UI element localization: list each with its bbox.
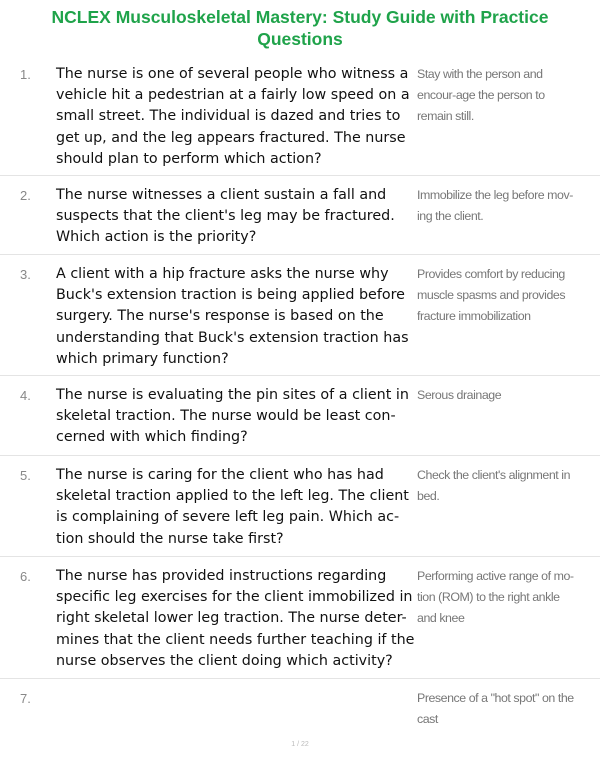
question-text: A client with a hip fracture asks the nurse why Buck's extension traction is being applied before surgery. The nurse's response is based on the understanding that Buck's extension traction has which primary function? [56,266,409,367]
page-number: 1 / 22 [291,741,309,748]
answer-text: Performing active range of mo-tion (ROM) to the right ankle and knee [417,569,574,626]
divider [0,175,600,176]
item-number: 6. [20,569,31,584]
answer-text: Presence of a "hot spot" on the cast [417,691,574,727]
item-number: 7. [20,691,31,706]
item-number: 5. [20,468,31,483]
answer-text: Serous drainage [417,388,502,402]
divider [0,455,600,456]
question-text: The nurse is one of several people who witness a vehicle hit a pedestrian at a fairly low speed on a small street. The individual is dazed and tries to get up, and the leg appears fractured. The nurse should plan to perform which action? [56,66,410,167]
divider [0,375,600,376]
question-text: The nurse is caring for the client who has had skeletal traction applied to the left leg. The client is complaining of severe left leg pain. Which ac-tion should the nurse take first? [56,467,409,547]
answer-text: Immobilize the leg before mov-ing the client. [417,188,573,224]
question-text: The nurse is evaluating the pin sites of a client in skeletal traction. The nurse would be least con-cerned with which finding? [56,387,409,446]
question-text: The nurse witnesses a client sustain a fall and suspects that the client's leg may be fractured. Which action is the priority? [56,187,395,246]
divider [0,678,600,679]
answer-text: Provides comfort by reducing muscle spasms and provides fracture immobilization [417,267,566,324]
divider [0,254,600,255]
item-number: 1. [20,67,31,82]
divider [0,556,600,557]
question-text: The nurse has provided instructions regarding specific leg exercises for the client immobilized in right skeletal lower leg traction. The nurse deter-mines that the client needs further teaching if the nurse observes the client doing which activity? [56,568,415,669]
document-title: NCLEX Musculoskeletal Mastery: Study Guide with Practice Questions [51,7,549,49]
item-number: 2. [20,188,31,203]
item-number: 3. [20,267,31,282]
answer-text: Stay with the person and encour-age the person to remain still. [417,67,545,124]
answer-text: Check the client's alignment in bed. [417,468,571,504]
item-number: 4. [20,388,31,403]
